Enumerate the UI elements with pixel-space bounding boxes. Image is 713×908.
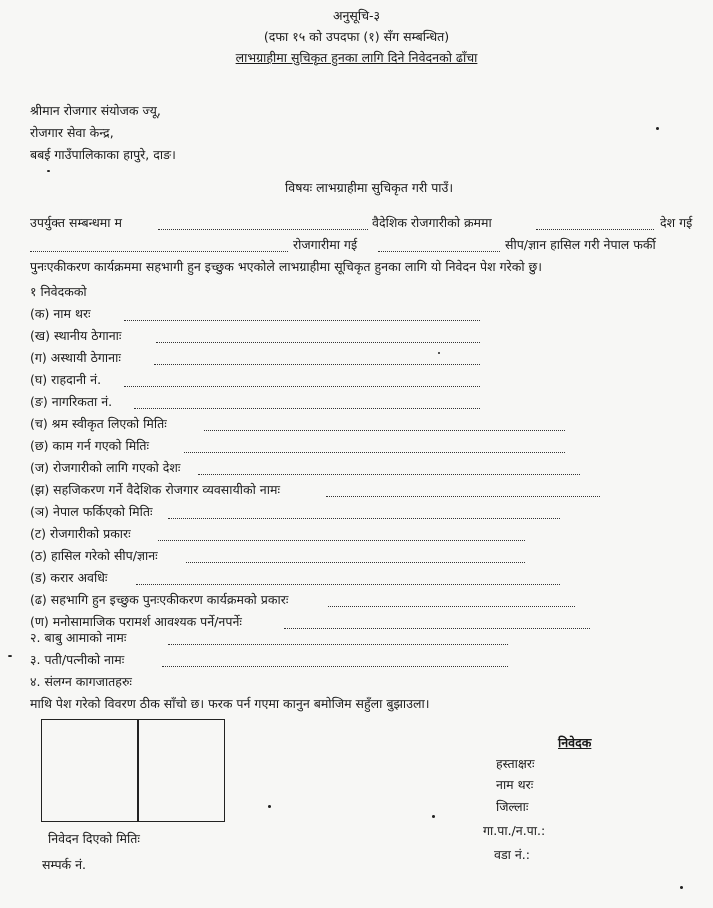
section-reference: (दफा १५ को उपदफा (१) सँग सम्बन्धित) [263, 29, 450, 44]
signature-label: हस्ताक्षरः [496, 756, 535, 771]
applicant-field-label: (ज) रोजगारीको लागि गएको देशः [30, 460, 181, 475]
applicant-field-label: (ढ) सहभागि हुन इच्छुक पुनःएकीकरण कार्यक्रमको प्रकारः [30, 592, 289, 607]
contact-number-label: सम्पर्क नं. [42, 857, 87, 872]
parents-name-label: २. बाबु आमाको नामः [30, 630, 127, 645]
body-text-1b: वैदेशिक रोजगारीको क्रममा [372, 215, 492, 230]
applicant-field-input[interactable] [204, 430, 565, 431]
applicant-field-label: (ड) करार अवधिः [30, 570, 108, 585]
parents-name-field[interactable] [168, 644, 508, 645]
applicant-field-label: (ञ) नेपाल फर्किएको मितिः [30, 504, 153, 519]
address-line-1: श्रीमान रोजगार संयोजक ज्यू, [30, 103, 161, 118]
scan-speck [47, 170, 50, 172]
applicant-field-input[interactable] [184, 452, 565, 453]
scan-speck [680, 886, 683, 889]
scan-speck [438, 352, 440, 354]
duration-blank[interactable] [30, 251, 288, 252]
subject-line: विषयः लाभग्राहीमा सुचिकृत गरी पाउँ। [285, 180, 454, 195]
form-title: लाभग्राहीमा सुचिकृत हुनका लागि दिने निवेदनको ढाँचा [235, 50, 478, 65]
applicant-field-label: (झ) सहजिकरण गर्ने वैदेशिक रोजगार व्यवसायीको नामः [30, 482, 280, 497]
applicant-field-label: (ख) स्थानीय ठेगानाः [30, 328, 122, 343]
applicant-heading: निवेदक [558, 735, 592, 750]
applicant-field-label: (घ) राहदानी नं. [30, 372, 102, 387]
applicant-field-input[interactable] [326, 496, 600, 497]
applicant-field-label: (ग) अस्थायी ठेगानाः [30, 350, 121, 365]
body-text-3: पुनःएकीकरण कार्यक्रममा सहभागी हुन इच्छुक भएकोले लाभग्राहीमा सूचिकृत हुनका लागि यो निवेदन पेश गरेको छु। [30, 259, 543, 274]
applicant-field-input[interactable] [156, 342, 480, 343]
schedule-label: अनुसूचि-३ [332, 8, 381, 23]
applicant-field-input[interactable] [198, 474, 580, 475]
district-label: जिल्लाः [496, 799, 529, 814]
left-thumbprint-box [41, 719, 139, 822]
body-text-1c: देश गई [660, 215, 693, 230]
municipality-label: गा.पा./न.पा.: [483, 823, 546, 838]
applicant-field-label: (ण) मनोसामाजिक परामर्श आवश्यक पर्ने/नपर्नेः [30, 614, 242, 629]
applicant-field-input[interactable] [328, 606, 575, 607]
section-1-heading: १ निवेदकको [30, 284, 87, 299]
applicant-field-label: (ठ) हासिल गरेको सीप/ज्ञानः [30, 548, 158, 563]
scan-speck [432, 815, 435, 818]
applicant-field-input[interactable] [124, 386, 480, 387]
applicant-field-input[interactable] [154, 364, 480, 365]
body-text-1a: उपर्युक्त सम्बन्धमा म [30, 215, 122, 230]
applicant-field-label: (ङ) नागरिकता नं. [30, 394, 113, 409]
applicant-field-label: (क) नाम थरः [30, 306, 91, 321]
applicant-field-label: (च) श्रम स्वीकृत लिएको मितिः [30, 416, 167, 431]
applicant-name-label: नाम थरः [496, 777, 534, 792]
scan-speck [8, 655, 12, 657]
address-line-3: बबई गाउँपालिकाका हापुरे, दाङ। [30, 147, 176, 162]
name-blank[interactable] [158, 229, 368, 230]
submission-date-label: निवेदन दिएको मितिः [48, 831, 140, 846]
body-text-2a: रोजगारीमा गई [293, 237, 358, 252]
spouse-name-label: ३. पती/पत्नीको नामः [30, 652, 125, 667]
applicant-field-input[interactable] [158, 540, 525, 541]
right-thumbprint-box [137, 719, 225, 822]
scan-speck [268, 805, 271, 808]
applicant-field-input[interactable] [168, 518, 560, 519]
body-text-2b: सीप/ज्ञान हासिल गरी नेपाल फर्की [505, 237, 656, 252]
spouse-name-field[interactable] [162, 666, 508, 667]
applicant-field-input[interactable] [186, 562, 525, 563]
applicant-field-label: (छ) काम गर्न गएको मितिः [30, 438, 150, 453]
applicant-field-input[interactable] [124, 320, 480, 321]
address-line-2: रोजगार सेवा केन्द्र, [30, 125, 114, 140]
ward-number-label: वडा नं.: [494, 847, 530, 862]
country-blank[interactable] [536, 229, 654, 230]
attachments-label: ४. संलग्न कागजातहरुः [30, 674, 132, 689]
declaration-text: माथि पेश गरेको विवरण ठीक साँचो छ। फरक पर्न गएमा कानुन बमोजिम सहुँला बुझाउला। [30, 696, 430, 711]
applicant-field-input[interactable] [284, 628, 590, 629]
applicant-field-input[interactable] [136, 584, 560, 585]
job-blank[interactable] [378, 251, 500, 252]
applicant-field-label: (ट) रोजगारीको प्रकारः [30, 526, 131, 541]
applicant-field-input[interactable] [134, 408, 480, 409]
scan-speck [656, 127, 659, 130]
